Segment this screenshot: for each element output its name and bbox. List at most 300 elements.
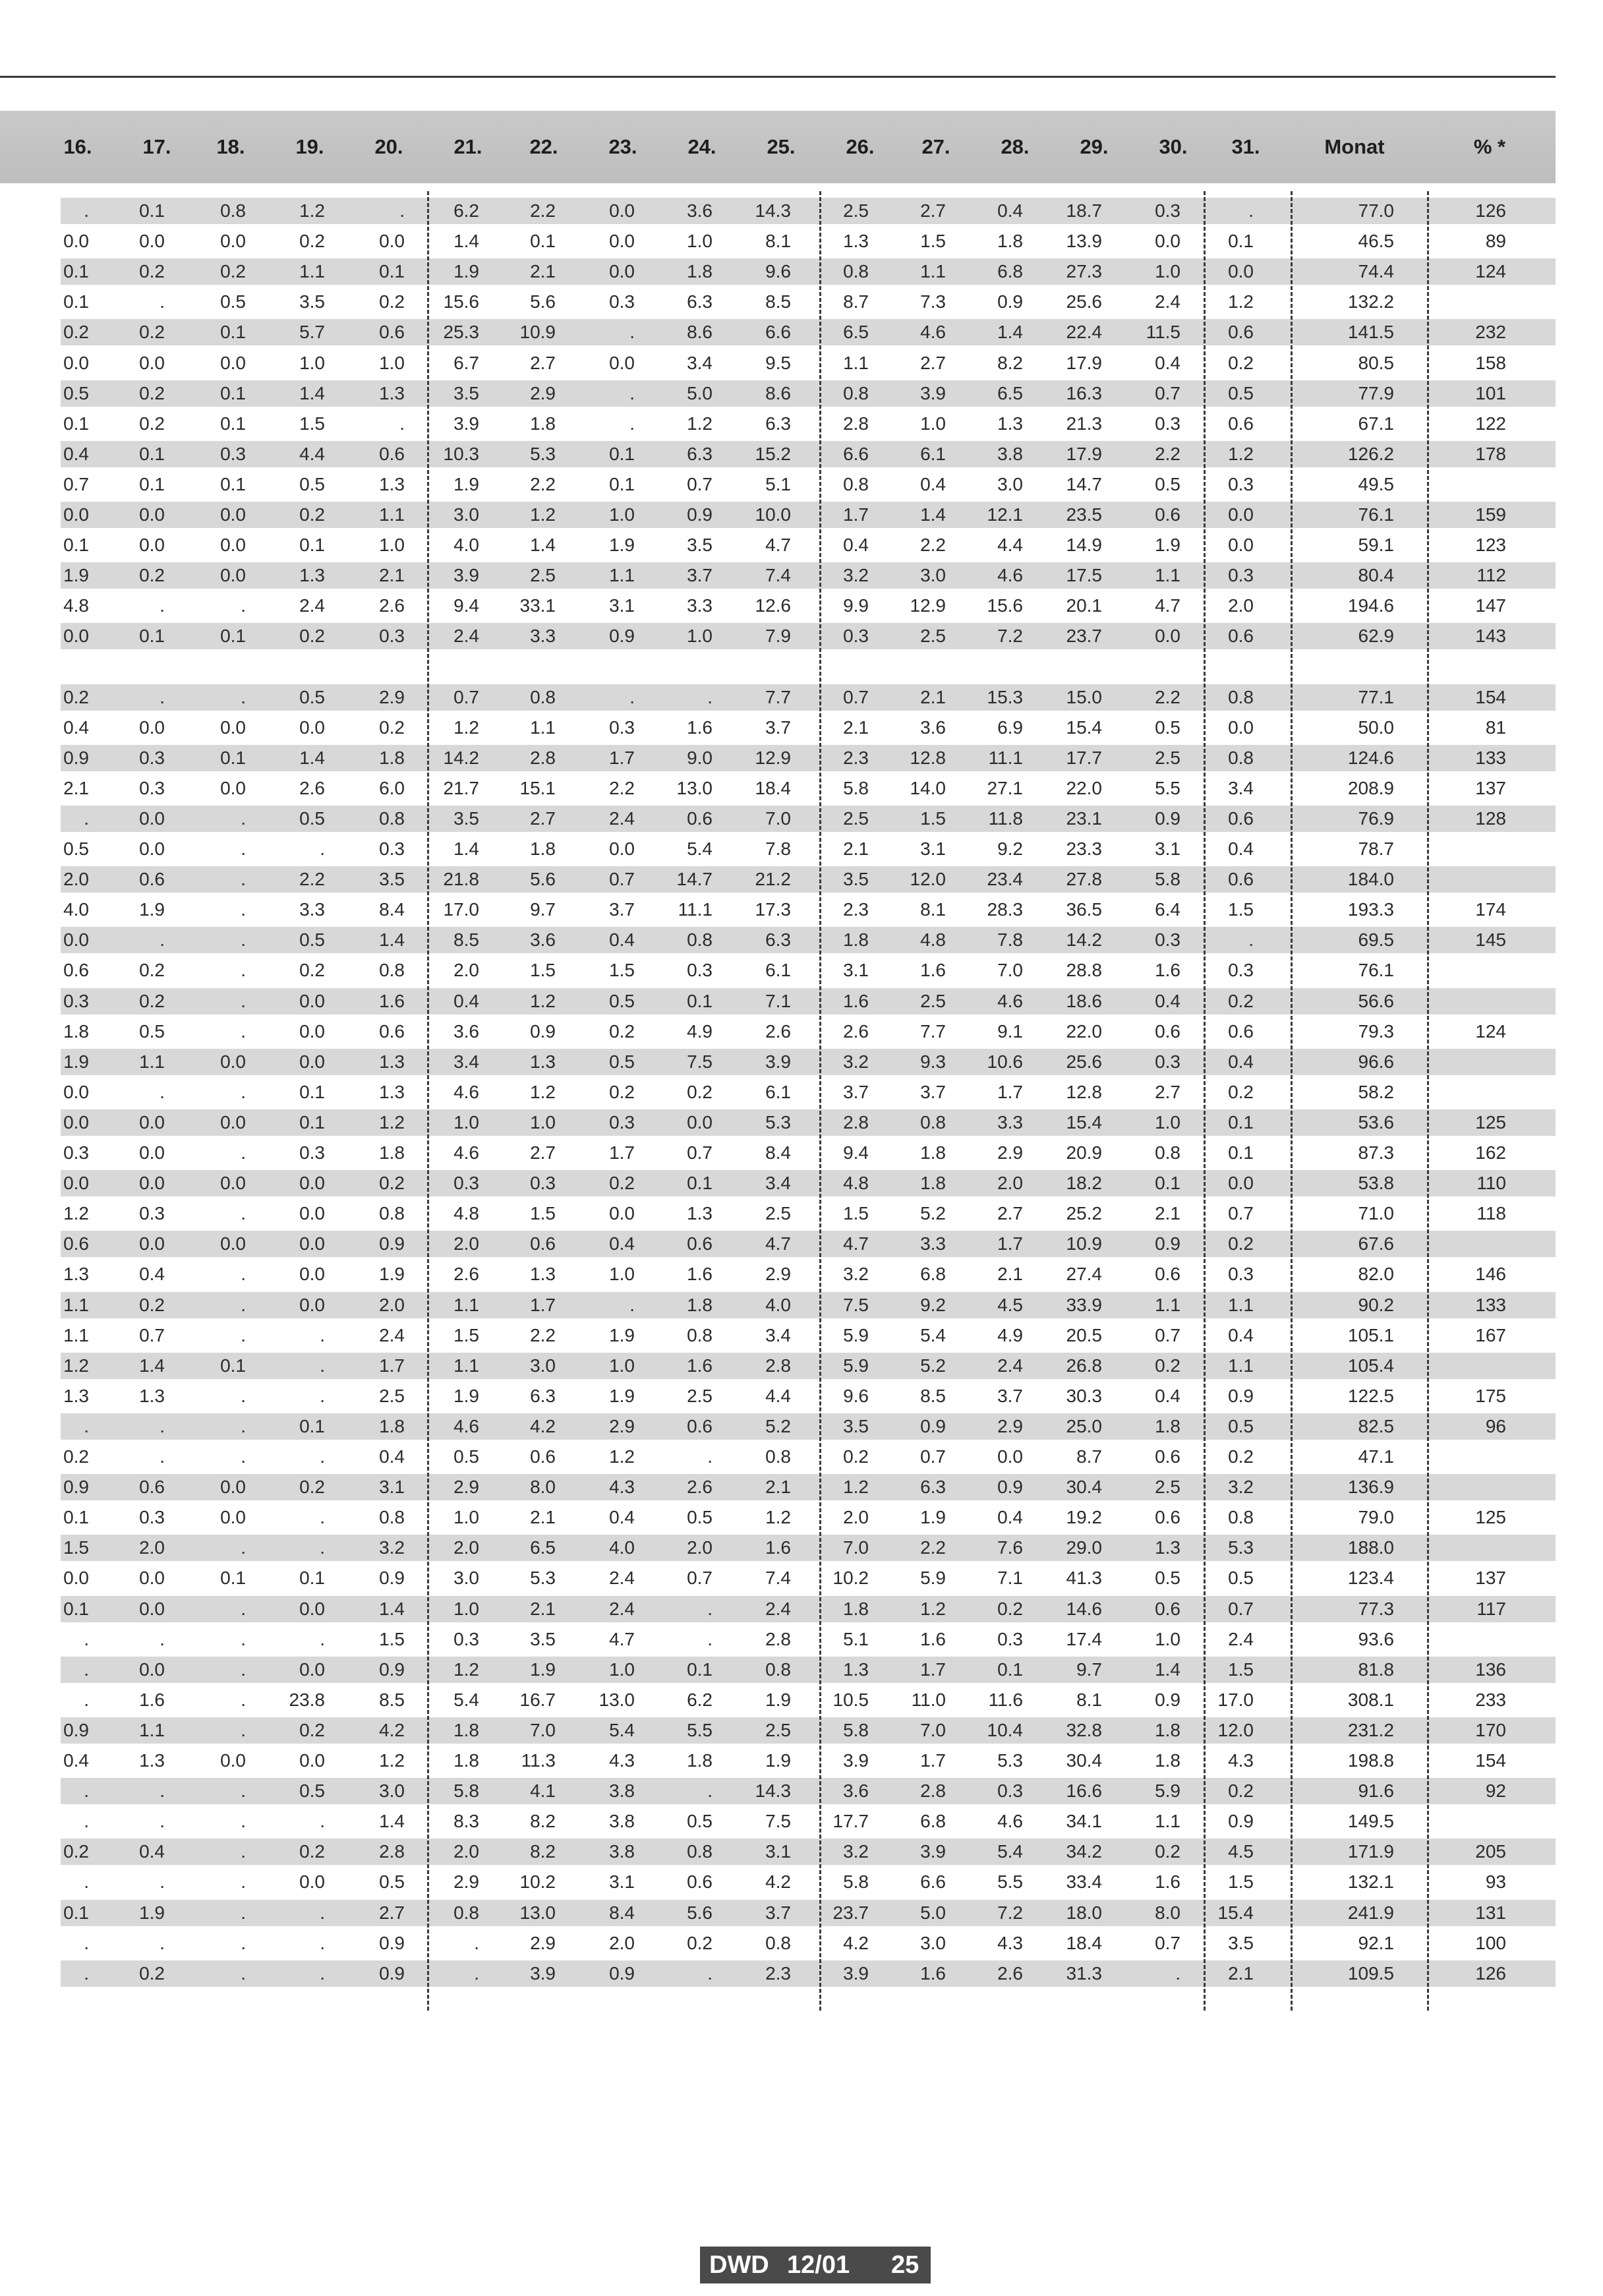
table-cell: 2.8 <box>843 1111 869 1133</box>
table-cell: 23.3 <box>1066 839 1102 859</box>
table-cell: 0.3 <box>63 990 89 1011</box>
table-cell: 0.1 <box>63 413 89 434</box>
table-cell: 2.1 <box>1155 1203 1180 1224</box>
table-cell: 0.0 <box>139 504 165 525</box>
table-cell: 0.9 <box>609 1962 635 1984</box>
table-cell: 0.6 <box>1228 808 1254 829</box>
table-cell: 17.9 <box>1066 443 1102 464</box>
table-cell: 123 <box>1475 535 1506 556</box>
table-cell: 2.9 <box>609 1415 635 1436</box>
table-cell: 1.9 <box>453 261 479 282</box>
table-cell <box>1440 1047 1506 1077</box>
table-cell: 2.2 <box>609 777 635 798</box>
table-cell: 0.0 <box>220 352 246 373</box>
table-cell: 3.5 <box>299 291 325 312</box>
table-cell: 23.4 <box>987 869 1023 890</box>
table-cell: 0.3 <box>997 1628 1023 1649</box>
table-cell: 3.6 <box>687 200 713 221</box>
table-cell: 0.0 <box>139 839 165 859</box>
table-cell: 17.3 <box>755 899 791 920</box>
table-cell: 0.0 <box>997 1446 1023 1467</box>
table-cell: 0.0 <box>63 231 89 252</box>
column-header: 31. <box>1231 135 1260 158</box>
table-cell: 27.4 <box>1066 1264 1102 1285</box>
table-cell: 0.0 <box>63 1081 89 1102</box>
column-header: 29. <box>1080 135 1109 158</box>
table-cell: 0.6 <box>687 1415 713 1436</box>
table-cell: 6.6 <box>920 1871 946 1893</box>
table-cell: 4.0 <box>453 535 479 556</box>
table-cell: 2.5 <box>687 1385 713 1406</box>
table-cell: 3.6 <box>920 717 946 738</box>
table-cell: 25.2 <box>1066 1203 1102 1224</box>
table-cell: 0.4 <box>453 990 479 1011</box>
table-cell: 1.3 <box>299 565 325 586</box>
table-cell: 32.8 <box>1066 1719 1102 1740</box>
table-cell: 53.6 <box>1358 1111 1394 1133</box>
table-cell: 1.0 <box>1155 1111 1180 1133</box>
table-cell: 92.1 <box>1358 1932 1394 1953</box>
table-cell: 1.1 <box>63 1294 89 1315</box>
table-cell: 0.5 <box>687 1811 713 1832</box>
table-cell: 0.0 <box>220 1507 246 1528</box>
table-cell: 7.8 <box>997 929 1023 951</box>
table-cell: . <box>160 1628 165 1649</box>
table-cell: 0.6 <box>1228 869 1254 890</box>
table-cell: 0.4 <box>139 1841 165 1862</box>
table-cell: 0.1 <box>63 1902 89 1923</box>
table-cell: 16.6 <box>1066 1781 1102 1802</box>
table-cell: . <box>160 291 165 312</box>
table-cell: 3.7 <box>765 1902 791 1923</box>
table-cell: 0.9 <box>63 1477 89 1498</box>
table-cell: 2.6 <box>687 1477 713 1498</box>
table-cell: 1.2 <box>379 1111 405 1133</box>
table-cell: 4.1 <box>530 1781 556 1802</box>
table-cell: 1.4 <box>453 231 479 252</box>
table-cell: 5.8 <box>843 1871 869 1893</box>
table-cell: 5.4 <box>687 839 713 859</box>
table-cell: 2.1 <box>920 686 946 707</box>
table-cell: 1.2 <box>765 1507 791 1528</box>
table-cell: 3.0 <box>379 1781 405 1802</box>
table-cell: 4.6 <box>997 990 1023 1011</box>
table-cell: 0.1 <box>609 473 635 494</box>
table-cell: 0.0 <box>63 504 89 525</box>
table-cell: 0.2 <box>139 565 165 586</box>
table-cell: 8.4 <box>609 1902 635 1923</box>
table-cell: 10.5 <box>832 1689 869 1710</box>
table-cell: 11.1 <box>988 747 1023 768</box>
table-cell: 3.5 <box>379 869 405 890</box>
table-cell: 2.9 <box>379 686 405 707</box>
table-cell: . <box>241 1537 246 1558</box>
table-cell: 0.3 <box>997 1781 1023 1802</box>
table-cell: 184.0 <box>1347 869 1394 890</box>
table-cell: 2.7 <box>997 1203 1023 1224</box>
table-cell: . <box>160 595 165 616</box>
table-cell: 0.6 <box>1155 504 1180 525</box>
table-cell: . <box>241 1932 246 1953</box>
table-cell: 0.3 <box>1155 929 1180 951</box>
table-cell: 0.4 <box>63 1750 89 1771</box>
column-divider <box>1204 191 1206 2011</box>
table-cell: 137 <box>1475 1568 1506 1589</box>
table-cell: 0.1 <box>1155 1173 1180 1194</box>
table-cell: 0.1 <box>63 535 89 556</box>
table-cell: 1.8 <box>687 1750 713 1771</box>
table-cell: 14.3 <box>755 1781 791 1802</box>
table-cell: 1.1 <box>1228 1355 1254 1376</box>
table-cell: 0.8 <box>687 929 713 951</box>
table-cell: 0.2 <box>139 1294 165 1315</box>
table-cell: . <box>320 1811 325 1832</box>
table-cell <box>1440 1624 1506 1655</box>
table-cell: 2.7 <box>920 352 946 373</box>
table-cell: 8.1 <box>920 899 946 920</box>
table-cell: . <box>707 1781 713 1802</box>
table-cell: 2.8 <box>530 747 556 768</box>
table-cell: 78.7 <box>1358 839 1394 859</box>
table-cell: . <box>84 808 89 829</box>
table-cell: 3.7 <box>997 1385 1023 1406</box>
table-cell: 0.0 <box>139 231 165 252</box>
table-cell: 1.3 <box>379 382 405 403</box>
table-cell: 1.7 <box>609 1142 635 1163</box>
table-cell: 0.7 <box>687 473 713 494</box>
table-cell: 3.7 <box>609 899 635 920</box>
table-cell: . <box>160 1415 165 1436</box>
table-cell: 96.6 <box>1358 1051 1394 1072</box>
table-cell: 10.9 <box>1066 1233 1102 1254</box>
table-cell: 0.1 <box>63 1598 89 1619</box>
table-cell: 3.9 <box>765 1051 791 1072</box>
table-cell: 3.4 <box>453 1051 479 1072</box>
table-cell: 5.9 <box>843 1324 869 1345</box>
table-cell: 1.4 <box>453 839 479 859</box>
column-header: 27. <box>921 135 950 158</box>
table-cell: 1.4 <box>139 1355 165 1376</box>
table-cell: 92 <box>1485 1781 1506 1802</box>
table-cell: 0.5 <box>299 929 325 951</box>
table-cell: 0.2 <box>299 1841 325 1862</box>
table-cell: 20.9 <box>1066 1142 1102 1163</box>
table-cell: 2.9 <box>765 1264 791 1285</box>
table-cell: 3.5 <box>843 869 869 890</box>
table-cell <box>1440 955 1506 986</box>
table-cell: 41.3 <box>1066 1568 1102 1589</box>
table-cell: 16.7 <box>519 1689 556 1710</box>
table-cell: . <box>399 200 405 221</box>
table-cell: 76.9 <box>1358 808 1394 829</box>
table-cell: 0.3 <box>379 839 405 859</box>
table-cell: 9.2 <box>997 839 1023 859</box>
table-cell: 6.7 <box>453 352 479 373</box>
table-cell: 1.9 <box>1155 535 1180 556</box>
table-cell: 0.4 <box>609 929 635 951</box>
table-cell: 23.1 <box>1066 808 1102 829</box>
table-cell: 2.2 <box>530 200 556 221</box>
table-cell: 0.2 <box>139 261 165 282</box>
table-cell: 2.0 <box>453 960 479 981</box>
table-cell: 20.1 <box>1066 595 1102 616</box>
table-cell: 0.6 <box>687 1871 713 1893</box>
table-cell: 1.3 <box>139 1385 165 1406</box>
table-cell: . <box>241 1962 246 1984</box>
table-cell: 0.2 <box>687 1081 713 1102</box>
table-cell: 0.6 <box>1228 322 1254 343</box>
table-cell: 2.3 <box>843 899 869 920</box>
column-divider <box>819 191 821 2011</box>
column-header: 28. <box>1001 135 1030 158</box>
table-cell: 5.5 <box>1155 777 1180 798</box>
table-cell: 3.9 <box>843 1962 869 1984</box>
table-cell: 1.6 <box>687 1355 713 1376</box>
table-cell: 4.7 <box>609 1628 635 1649</box>
table-cell <box>1440 1533 1506 1563</box>
table-cell: . <box>474 1962 479 1984</box>
table-cell: 1.5 <box>1228 899 1254 920</box>
table-cell: 3.9 <box>920 382 946 403</box>
table-cell: 0.9 <box>1228 1385 1254 1406</box>
table-cell: 0.0 <box>609 261 635 282</box>
table-cell: 12.0 <box>1217 1719 1254 1740</box>
table-cell: . <box>84 1811 89 1832</box>
table-cell: 8.6 <box>765 382 791 403</box>
table-cell: 0.9 <box>379 1233 405 1254</box>
table-cell: 0.1 <box>299 1081 325 1102</box>
table-cell: 1.5 <box>1228 1659 1254 1680</box>
table-cell: 6.3 <box>920 1477 946 1498</box>
table-cell: 0.0 <box>63 929 89 951</box>
table-cell: 1.8 <box>920 1142 946 1163</box>
table-cell: 0.0 <box>139 352 165 373</box>
table-cell: 8.7 <box>1076 1446 1102 1467</box>
table-cell: 0.2 <box>139 960 165 981</box>
table-cell: 147 <box>1475 595 1506 616</box>
table-cell: 2.9 <box>453 1871 479 1893</box>
table-cell: 0.7 <box>1228 1203 1254 1224</box>
table-cell: 0.1 <box>220 473 246 494</box>
table-cell: 1.0 <box>299 352 325 373</box>
table-cell: 1.0 <box>530 1111 556 1133</box>
table-cell: 188.0 <box>1347 1537 1394 1558</box>
table-cell: 241.9 <box>1347 1902 1394 1923</box>
table-cell: 2.5 <box>1155 1477 1180 1498</box>
table-cell: 1.6 <box>920 960 946 981</box>
column-header: 21. <box>453 135 482 158</box>
table-cell: 136.9 <box>1347 1477 1394 1498</box>
table-cell: 0.2 <box>1228 1081 1254 1102</box>
table-cell: 0.6 <box>63 960 89 981</box>
table-cell: 5.8 <box>843 777 869 798</box>
table-cell: 0.0 <box>299 990 325 1011</box>
table-cell: 2.9 <box>997 1415 1023 1436</box>
table-cell: 4.8 <box>453 1203 479 1224</box>
table-cell: 1.1 <box>920 261 946 282</box>
table-cell: 22.4 <box>1066 322 1102 343</box>
table-cell: 6.5 <box>997 382 1023 403</box>
table-cell: 0.9 <box>63 1719 89 1740</box>
table-cell: 232 <box>1475 322 1506 343</box>
table-cell: 23.8 <box>289 1689 325 1710</box>
table-cell: 5.6 <box>687 1902 713 1923</box>
table-cell: . <box>241 929 246 951</box>
table-cell: 2.9 <box>530 382 556 403</box>
table-cell: 0.5 <box>220 291 246 312</box>
table-cell: 4.4 <box>299 443 325 464</box>
table-cell: 17.9 <box>1066 352 1102 373</box>
table-cell: 6.3 <box>765 413 791 434</box>
table-cell: 208.9 <box>1347 777 1394 798</box>
table-cell: 3.4 <box>687 352 713 373</box>
table-cell: 0.1 <box>1228 1111 1254 1133</box>
column-header: Monat <box>1324 135 1385 158</box>
table-cell: 7.0 <box>765 808 791 829</box>
table-cell: 1.9 <box>139 1902 165 1923</box>
table-cell: 33.1 <box>519 595 556 616</box>
table-cell: 0.1 <box>220 382 246 403</box>
table-cell: . <box>241 899 246 920</box>
table-cell: 2.0 <box>1228 595 1254 616</box>
table-cell: . <box>707 1962 713 1984</box>
table-cell: 0.2 <box>379 291 405 312</box>
table-cell: 2.0 <box>843 1507 869 1528</box>
table-cell: 1.1 <box>299 261 325 282</box>
table-cell: 12.0 <box>910 869 946 890</box>
table-cell: 123.4 <box>1347 1568 1394 1589</box>
table-cell: 0.5 <box>299 686 325 707</box>
table-cell: 6.9 <box>997 717 1023 738</box>
table-cell: 0.0 <box>220 231 246 252</box>
table-cell: 1.8 <box>687 1294 713 1315</box>
table-cell: 8.1 <box>765 231 791 252</box>
table-cell: . <box>320 1932 325 1953</box>
table-cell: 141.5 <box>1347 322 1394 343</box>
table-cell <box>1440 1077 1506 1107</box>
table-cell: . <box>241 1294 246 1315</box>
table-cell: 0.0 <box>299 1233 325 1254</box>
table-cell: 7.2 <box>997 626 1023 647</box>
table-cell: 2.8 <box>920 1781 946 1802</box>
table-cell: 3.2 <box>1228 1477 1254 1498</box>
table-cell: 0.2 <box>299 1477 325 1498</box>
table-cell: 0.3 <box>609 1111 635 1133</box>
table-cell: 0.4 <box>609 1507 635 1528</box>
table-cell: 1.2 <box>530 1081 556 1102</box>
table-cell: . <box>160 1781 165 1802</box>
table-cell: 6.6 <box>765 322 791 343</box>
table-cell: 0.7 <box>843 686 869 707</box>
table-cell: 1.3 <box>530 1264 556 1285</box>
table-cell: 2.0 <box>139 1537 165 1558</box>
table-cell: 0.0 <box>299 1020 325 1042</box>
table-cell: . <box>160 686 165 707</box>
table-cell: 175 <box>1475 1385 1506 1406</box>
table-cell: 0.5 <box>1228 1568 1254 1589</box>
table-cell: 1.1 <box>139 1051 165 1072</box>
table-cell: 132.2 <box>1347 291 1394 312</box>
table-cell: 6.3 <box>765 929 791 951</box>
table-cell: 0.2 <box>1228 990 1254 1011</box>
table-cell: 2.2 <box>530 1324 556 1345</box>
table-cell: 0.9 <box>997 291 1023 312</box>
table-cell: 11.3 <box>521 1750 556 1771</box>
table-cell: . <box>241 1598 246 1619</box>
table-cell: . <box>84 1781 89 1802</box>
table-cell: 2.9 <box>997 1142 1023 1163</box>
table-cell: 2.8 <box>379 1841 405 1862</box>
table-cell: 1.0 <box>379 352 405 373</box>
table-cell: 0.3 <box>530 1173 556 1194</box>
table-cell: 0.6 <box>379 1020 405 1042</box>
table-cell: 5.7 <box>299 322 325 343</box>
table-cell: 36.5 <box>1066 899 1102 920</box>
table-cell: 0.2 <box>1155 1841 1180 1862</box>
table-cell: 2.4 <box>379 1324 405 1345</box>
table-cell: 77.0 <box>1358 200 1394 221</box>
table-cell: 0.0 <box>609 839 635 859</box>
table-cell: . <box>160 1811 165 1832</box>
table-cell: . <box>241 1324 246 1345</box>
table-cell: 3.6 <box>530 929 556 951</box>
table-cell: 5.3 <box>997 1750 1023 1771</box>
table-cell: 124 <box>1475 1020 1506 1042</box>
table-cell: 1.6 <box>687 717 713 738</box>
table-cell: 33.9 <box>1066 1294 1102 1315</box>
table-cell: 56.6 <box>1358 990 1394 1011</box>
table-cell: . <box>629 382 635 403</box>
table-cell: 1.4 <box>920 504 946 525</box>
table-cell: 2.7 <box>530 352 556 373</box>
table-cell: 105.1 <box>1347 1324 1394 1345</box>
table-cell: 1.2 <box>1228 443 1254 464</box>
table-cell: 1.6 <box>1155 960 1180 981</box>
table-cell: 0.3 <box>139 1507 165 1528</box>
table-cell: 13.0 <box>598 1689 635 1710</box>
table-cell: 4.8 <box>843 1173 869 1194</box>
table-cell: . <box>629 686 635 707</box>
table-cell: 0.2 <box>139 1962 165 1984</box>
table-cell: 110 <box>1476 1173 1506 1194</box>
table-cell: 124.6 <box>1347 747 1394 768</box>
table-cell: 1.4 <box>1155 1659 1180 1680</box>
table-cell: 2.5 <box>920 626 946 647</box>
table-cell: 1.3 <box>843 1659 869 1680</box>
table-cell: . <box>241 1781 246 1802</box>
table-cell: 1.0 <box>1155 261 1180 282</box>
table-cell: 3.5 <box>453 808 479 829</box>
table-cell: 26.8 <box>1066 1355 1102 1376</box>
table-cell: 0.6 <box>1228 626 1254 647</box>
table-cell: 2.4 <box>609 808 635 829</box>
table-cell: 8.0 <box>1155 1902 1180 1923</box>
table-cell: 0.5 <box>453 1446 479 1467</box>
table-cell: 5.3 <box>1228 1537 1254 1558</box>
table-cell: 0.1 <box>299 1415 325 1436</box>
table-cell: 3.9 <box>920 1841 946 1862</box>
table-cell: 0.4 <box>1155 352 1180 373</box>
table-cell: 1.8 <box>920 1173 946 1194</box>
table-cell: 0.1 <box>220 747 246 768</box>
table-cell: 21.2 <box>755 869 791 890</box>
table-cell: 0.5 <box>63 382 89 403</box>
table-cell: 4.4 <box>997 535 1023 556</box>
table-cell: 0.8 <box>843 261 869 282</box>
table-cell: 0.8 <box>765 1659 791 1680</box>
table-cell: 0.8 <box>687 1324 713 1345</box>
table-cell: 0.0 <box>63 1111 89 1133</box>
